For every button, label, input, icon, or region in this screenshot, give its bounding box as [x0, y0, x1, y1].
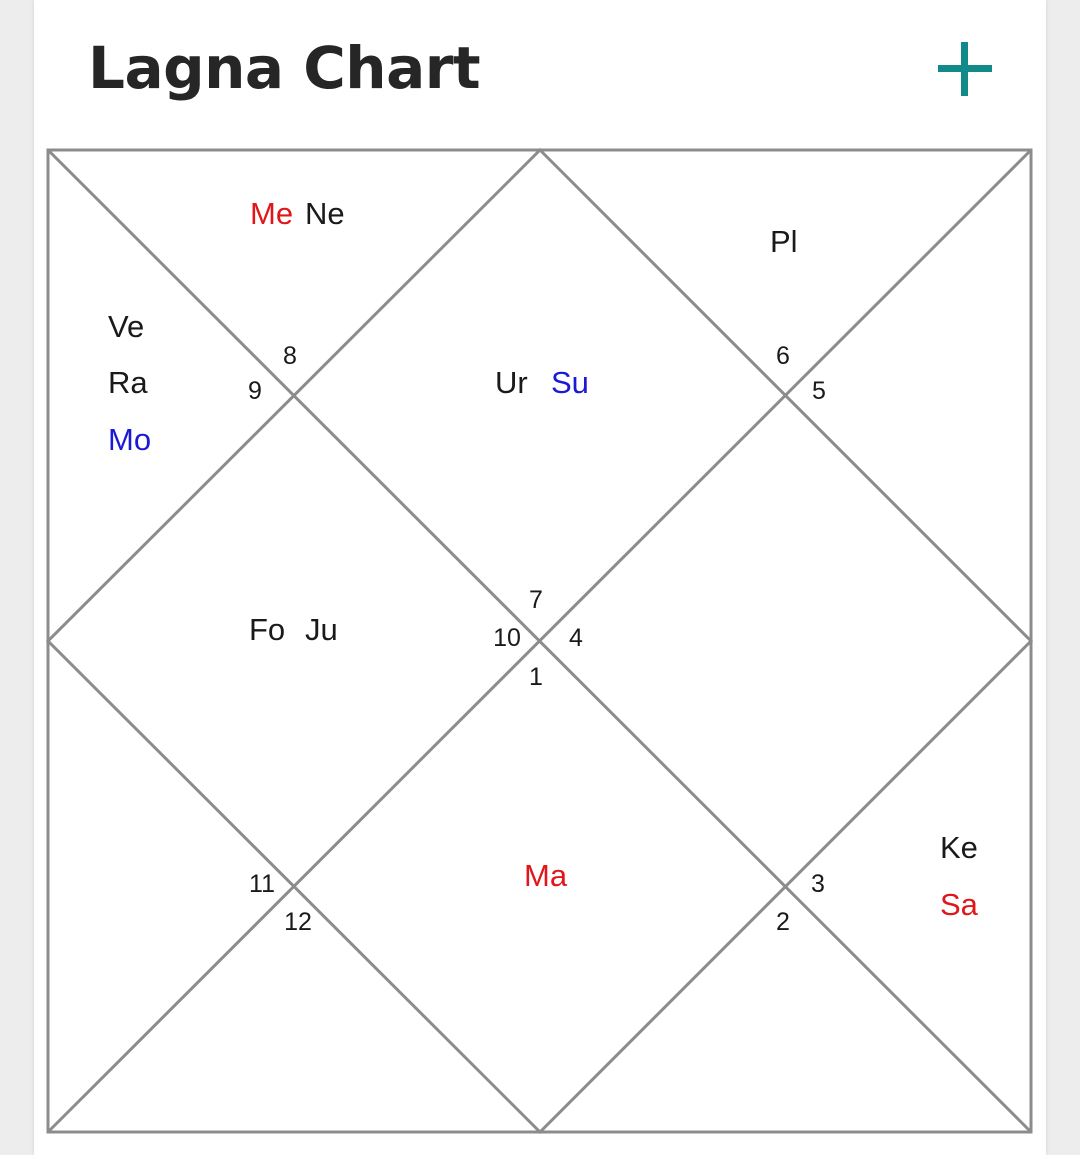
house-number-9: 9	[248, 377, 262, 405]
house-number-4: 4	[569, 624, 583, 652]
planet-ke: Ke	[940, 830, 978, 865]
planet-me: Me	[250, 196, 294, 231]
planets	[108, 196, 979, 922]
house-number-7: 7	[529, 586, 543, 614]
planet-ra: Ra	[108, 365, 148, 400]
house-number-6: 6	[776, 342, 790, 370]
house-number-3: 3	[811, 870, 825, 898]
planet-sa: Sa	[940, 887, 978, 922]
planet-pl: Pl	[770, 224, 798, 259]
house-number-5: 5	[812, 377, 826, 405]
house-number-1: 1	[529, 663, 543, 691]
planet-su: Su	[551, 365, 589, 400]
planet-mo: Mo	[108, 422, 152, 457]
chart-grid	[48, 150, 1031, 1132]
house-number-8: 8	[283, 342, 297, 370]
house-number-2: 2	[776, 908, 790, 936]
planet-ma: Ma	[524, 858, 568, 893]
page-title: Lagna Chart	[88, 34, 481, 102]
planet-fo: Fo	[249, 612, 286, 647]
house-number-10: 10	[493, 624, 521, 652]
house-number-12: 12	[284, 908, 312, 936]
planet-ju: Ju	[305, 612, 338, 647]
planet-ne: Ne	[305, 196, 345, 231]
planet-ve: Ve	[108, 309, 145, 344]
house-number-11: 11	[249, 870, 275, 898]
planet-ur: Ur	[495, 365, 528, 400]
